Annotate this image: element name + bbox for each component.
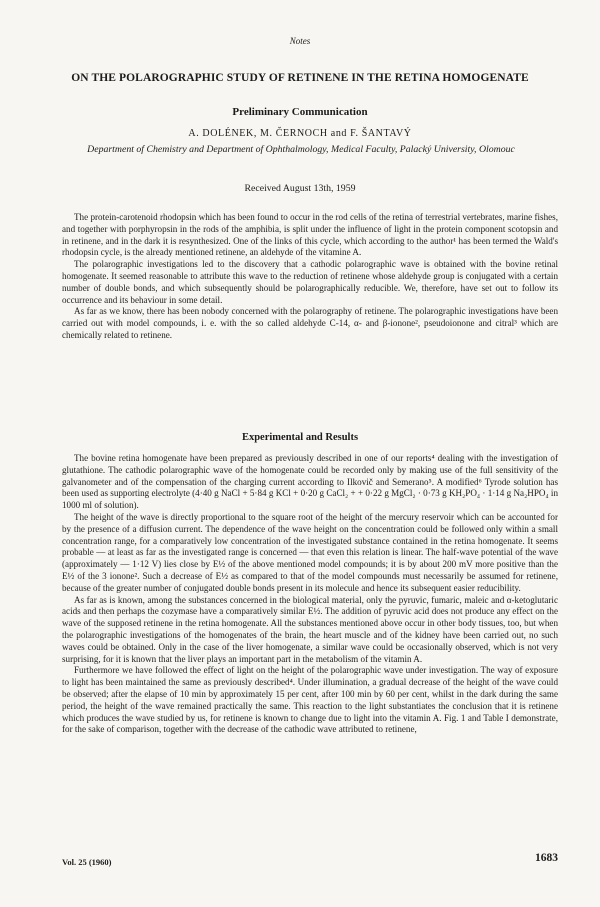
article-title: ON THE POLAROGRAPHIC STUDY OF RETINENE IN THE RETINA HOMOGENATE xyxy=(71,72,529,84)
section-heading: Experimental and Results xyxy=(241,432,359,443)
body-paragraph: The height of the wave is directly proportional to the square root of the height of the mercury reservoir which can be accounted for by the presence of a diffusion current. The dependence of the wave height on the concentration could be followed only within a small concentration range, for a comparatively low concentration of the investigated substance contained in the retina homogenate. It seems probable — at least as far as the investigated range is concerned — that even this relation is linear. The half-wave potential of the wave (approximately — 1·12 V) lies close by E½ of the above mentioned model compounds; it is by about 200 mV more positive than the E½ of the 3 ionone². Such a decrease of E½ as compared to that of the model compounds must necessarily be assumed for retinene, because of the greater number of conjugated double bonds present in its molecule and hence its subsequent easier reducibility. xyxy=(62,511,558,593)
running-head: Notes xyxy=(289,36,311,46)
page-number: 1683 xyxy=(535,852,558,864)
body-paragraph: As far as we know, there has been nobody concerned with the polarography of retinene. The polarographic investigations have been carried out with model compounds, i. e. with the so called aldehyde C-14, α- and β-ionone², pseudoionone and citral³ which are chemically related to retinene. xyxy=(62,306,558,340)
results-section xyxy=(62,453,558,736)
body-paragraph: As far as is known, among the substances concerned in the biological material, only the pyruvic, fumaric, maleic and α-ketoglutaric acids and then perhaps the cozymase have a comparatively similar E½. The addition of pyruvic acid does not produce any effect on the wave of the supposed retinene in the retina homogenate. All the substances mentioned above occur in other body tissues, too, but when the polarographic investigations of the homogenates of the brain, the heart muscle and of the kidney have been carried out, no such waves could be obtained. Only in the case of the liver homogenate, a similar wave could be occasionally observed, which is not very surprising, for it is known that the liver plays an important part in the metabolism of the vitamin A. xyxy=(62,594,558,664)
body-paragraph: The polarographic investigations led to the discovery that a cathodic polarographic wave is obtained with the bovine retinal homogenate. It seemed reasonable to attribute this wave to the reduction of retinene whose aldehyde group is conjugated with a certain number of double bonds, and which subsequently should be polarographically reducible. We, therefore, have set out to follow its occurrence and its behaviour in some detail. xyxy=(62,259,558,305)
body-paragraph: The protein-carotenoid rhodopsin which has been found to occur in the rod cells of the retina of terrestrial vertebrates, marine fishes, and together with porphyropsin in the rods of the amphibia, is split under the influence of light in the protein component scotopsin and in retinene, and in the dark it is resynthesized. One of the links of this cycle, which according to the author¹ has been termed the Wald's rhodopsin cycle, is the already mentioned retinene, an aldehyde of the vitamine A. xyxy=(62,212,558,258)
received-date: Received August 13th, 1959 xyxy=(244,183,356,194)
volume-info: Vol. 25 (1960) xyxy=(62,857,112,867)
affiliation: Department of Chemistry and Department of Ophthalmology, Medical Faculty, Palacký University, Olomouc xyxy=(87,144,515,155)
body-paragraph: Furthermore we have followed the effect of light on the height of the polarographic wave under investigation. The way of exposure to light has been maintained the same as previously described⁴. Under illumination, a gradual decrease of the height of the wave could be observed; after the elapse of 10 min by approximately 15 per cent, after 100 min by 60 per cent, whilst in the dark during the same period, the height of the wave remained practically the same. This reaction to the light substantiates the conclusion that it is retinene which produces the wave studied by us, for retinene is known to change due to light into the vitamin A. Fig. 1 and Table I demonstrate, for the sake of comparison, together with the decrease of the cathodic wave attributed to retinene, xyxy=(62,665,558,735)
article-subtitle: Preliminary Communication xyxy=(232,106,368,118)
intro-section xyxy=(62,212,558,342)
author-list: A. DOLÉNEK, M. ČERNOCH and F. ŠANTAVÝ xyxy=(188,128,412,139)
body-paragraph: The bovine retina homogenate have been prepared as previously described in one of our reports⁴ dealing with the investigation of glutathione. The cathodic polarographic wave of the homogenate could be recorded only by making use of the full sensitivity of the galvanometer and of the compensation of the charging current according to Ilkovič and Semerano⁵. A modified⁶ Tyrode solution has been used as supporting electrolyte (4·40 g NaCl + 5·84 g KCl + 0·20 g CaCl₂ + + 0·22 g MgCl₂ · 0·73 g KH₂PO₄ · 1·14 g Na₂HPO₄ in 1000 ml of solution). xyxy=(62,453,558,511)
